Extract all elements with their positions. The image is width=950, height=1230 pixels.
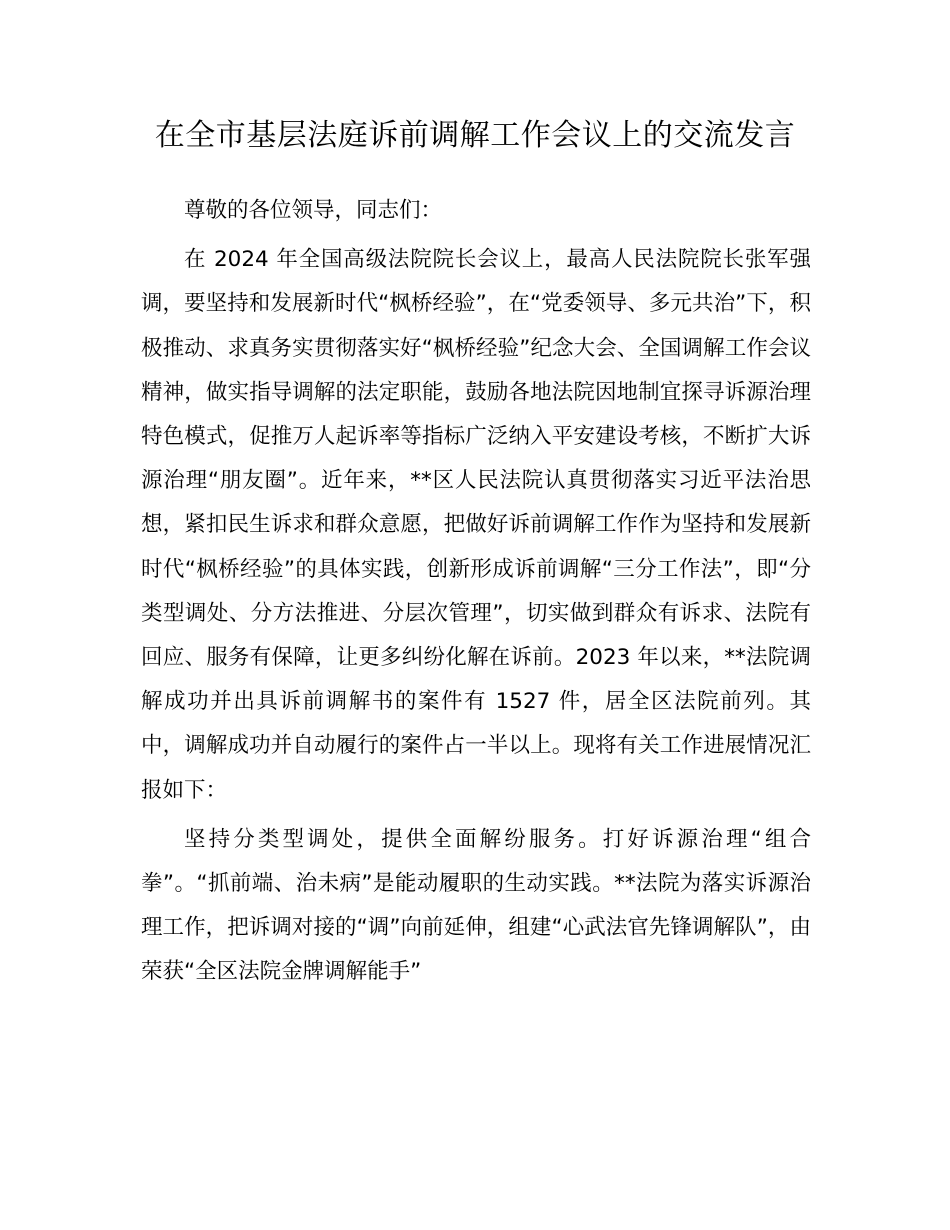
salutation: 尊敬的各位领导，同志们： (184, 198, 443, 223)
paragraph: 坚持分类型调处，提供全面解纷服务。打好诉源治理“组合拳”。“抓前端、治未病”是能动履职的生动实践。**法院为落实诉源治理工作，把诉调对接的“调”向前延伸，组建“心武法官先锋调解队”，由荣获“全区法院金牌调解能手” (141, 826, 811, 985)
document-title: 在全市基层法庭诉前调解工作会议上的交流发言 (154, 118, 796, 153)
paragraph: 在 2024 年全国高级法院院长会议上，最高人民法院院长张军强调，要坚持和发展新时代“枫桥经验”，在“党委领导、多元共治”下，积极推动、求真务实贯彻落实好“枫桥经验”纪念大会、全国调解工作会议精神，做实指导调解的法定职能，鼓励各地法院因地制宜探寻诉源治理特色模式，促推万人起诉率等指标广泛纳入平安建设考核，不断扩大诉源治理“朋友圈”。近年来，**区人民法院认真贯彻落实习近平法治思想，紧扣民生诉求和群众意愿，把做好诉前调解工作作为坚持和发展新时代“枫桥经验”的具体实践，创新形成诉前调解“三分工作法”，即“分类型调处、分方法推进、分层次管理”，切实做到群众有诉求、法院有回应、服务有保障，让更多纠纷化解在诉前。2023 年以来，**法院调解成功并出具诉前调解书的案件有 1527 件，居全区法院前列。其中，调解成功并自动履行的案件占一半以上。现将有关工作进展情况汇报如下： (141, 247, 811, 803)
document-body (141, 189, 811, 995)
